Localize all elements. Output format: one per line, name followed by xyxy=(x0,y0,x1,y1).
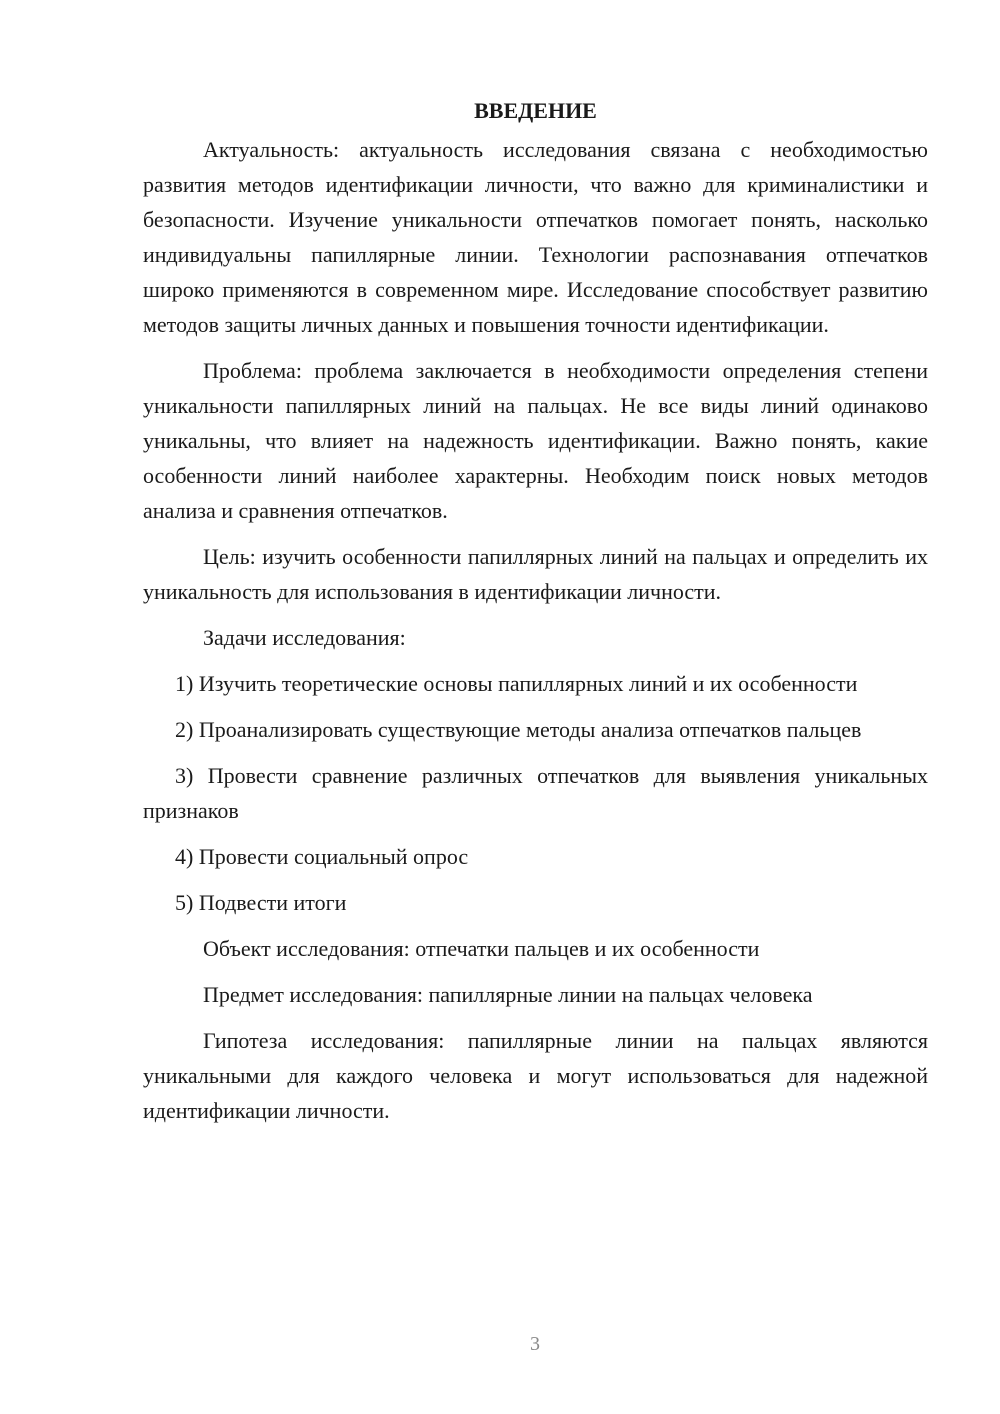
problem-paragraph: Проблема: проблема заключается в необходимости определения степени уникальности папиллярных линий на пальцах. Не все виды линий одинаково уникальны, что влияет на надежность идентификации. Важно понять, какие особенности линий наиболее характерны. Необходим поиск новых методов анализа и сравнения отпечатков. xyxy=(143,358,928,523)
relevance-paragraph: Актуальность: актуальность исследования связана с необходимостью развития методов идентификации личности, что важно для криминалистики и безопасности. Изучение уникальности отпечатков помогает понять, насколько индивидуальны папиллярные линии. Технологии распознавания отпечатков широко применяются в современном мире. Исследование способствует развитию методов защиты личных данных и повышения точности идентификации. xyxy=(143,137,928,337)
list-item: 1) Изучить теоретические основы папиллярных линий и их особенности xyxy=(175,671,858,696)
list-item: 3) Провести сравнение различных отпечатков для выявления уникальных признаков xyxy=(143,763,928,823)
document-page xyxy=(143,93,928,1139)
object-paragraph: Объект исследования: отпечатки пальцев и их особенности xyxy=(203,936,760,961)
list-item: 5) Подвести итоги xyxy=(175,890,347,915)
hypothesis-paragraph: Гипотеза исследования: папиллярные линии на пальцах являются уникальными для каждого человека и могут использоваться для надежной идентификации личности. xyxy=(143,1028,928,1123)
goal-paragraph: Цель: изучить особенности папиллярных линий на пальцах и определить их уникальность для использования в идентификации личности. xyxy=(143,544,928,604)
subject-paragraph: Предмет исследования: папиллярные линии на пальцах человека xyxy=(203,982,813,1007)
tasks-heading: Задачи исследования: xyxy=(203,625,406,650)
tasks-list xyxy=(143,666,928,920)
list-item: 2) Проанализировать существующие методы анализа отпечатков пальцев xyxy=(175,717,862,742)
page-title: ВВЕДЕНИЕ xyxy=(474,98,597,123)
page-number: 3 xyxy=(530,1333,540,1355)
list-item: 4) Провести социальный опрос xyxy=(175,844,469,869)
